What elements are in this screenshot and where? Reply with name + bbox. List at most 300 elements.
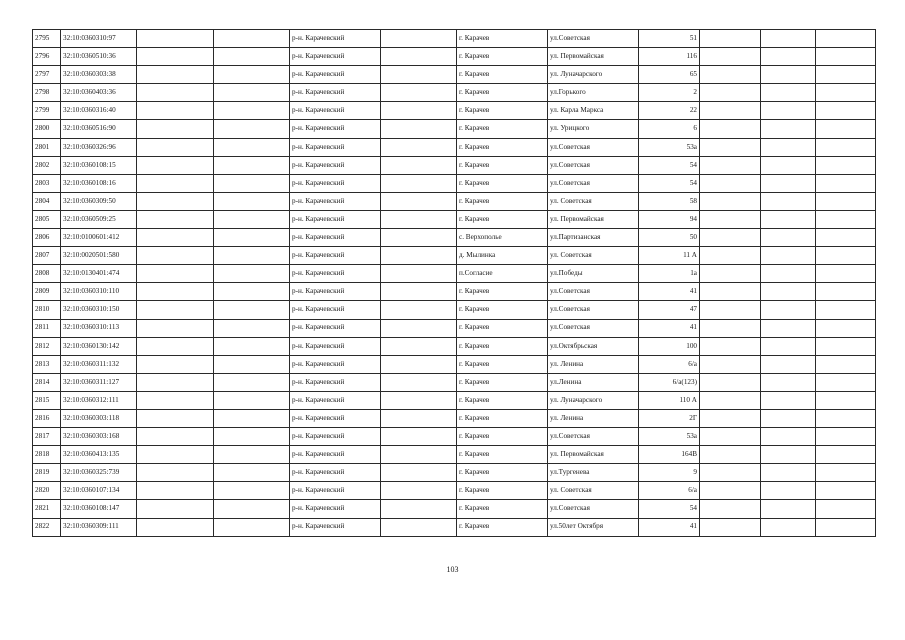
district-cell: р-н. Карачевский <box>290 301 381 319</box>
empty-cell <box>816 301 876 319</box>
empty-cell <box>137 319 214 337</box>
empty-cell <box>214 446 290 464</box>
empty-cell <box>214 301 290 319</box>
empty-cell <box>381 319 457 337</box>
empty-cell <box>137 337 214 355</box>
empty-cell <box>137 464 214 482</box>
empty-cell <box>700 30 761 48</box>
empty-cell <box>381 30 457 48</box>
locality-cell: г. Карачев <box>457 500 548 518</box>
house-number-cell: 2 <box>639 84 700 102</box>
empty-cell <box>137 30 214 48</box>
empty-cell <box>816 120 876 138</box>
empty-cell <box>137 500 214 518</box>
empty-cell <box>816 518 876 536</box>
district-cell: р-н. Карачевский <box>290 247 381 265</box>
empty-cell <box>214 391 290 409</box>
cadastral-number-cell: 32:10:0360311:127 <box>61 373 137 391</box>
record-number-cell: 2799 <box>33 102 61 120</box>
empty-cell <box>137 247 214 265</box>
empty-cell <box>214 120 290 138</box>
empty-cell <box>137 409 214 427</box>
empty-cell <box>761 337 816 355</box>
empty-cell <box>761 283 816 301</box>
street-cell: ул.Советская <box>548 301 639 319</box>
empty-cell <box>761 247 816 265</box>
table-row <box>33 355 876 373</box>
empty-cell <box>761 66 816 84</box>
table-row <box>33 319 876 337</box>
empty-cell <box>700 337 761 355</box>
locality-cell: г. Карачев <box>457 84 548 102</box>
district-cell: р-н. Карачевский <box>290 482 381 500</box>
record-number-cell: 2814 <box>33 373 61 391</box>
cadastral-number-cell: 32:10:0360403:36 <box>61 84 137 102</box>
cadastral-number-cell: 32:10:0360310:110 <box>61 283 137 301</box>
empty-cell <box>761 48 816 66</box>
cadastral-number-cell: 32:10:0360108:147 <box>61 500 137 518</box>
table-row <box>33 464 876 482</box>
record-number-cell: 2801 <box>33 138 61 156</box>
cadastral-number-cell: 32:10:0360312:111 <box>61 391 137 409</box>
empty-cell <box>214 409 290 427</box>
empty-cell <box>816 446 876 464</box>
table-row <box>33 247 876 265</box>
house-number-cell: 54 <box>639 500 700 518</box>
record-number-cell: 2818 <box>33 446 61 464</box>
street-cell: ул. Советская <box>548 192 639 210</box>
empty-cell <box>137 66 214 84</box>
locality-cell: г. Карачев <box>457 337 548 355</box>
empty-cell <box>700 373 761 391</box>
cadastral-number-cell: 32:10:0360107:134 <box>61 482 137 500</box>
empty-cell <box>137 138 214 156</box>
record-number-cell: 2805 <box>33 210 61 228</box>
empty-cell <box>214 482 290 500</box>
empty-cell <box>381 446 457 464</box>
page-number: 103 <box>446 565 459 574</box>
empty-cell <box>761 319 816 337</box>
record-number-cell: 2806 <box>33 229 61 247</box>
house-number-cell: 41 <box>639 319 700 337</box>
empty-cell <box>137 428 214 446</box>
cadastral-number-cell: 32:10:0360516:90 <box>61 120 137 138</box>
empty-cell <box>381 120 457 138</box>
table-row <box>33 301 876 319</box>
locality-cell: г. Карачев <box>457 174 548 192</box>
empty-cell <box>137 482 214 500</box>
district-cell: р-н. Карачевский <box>290 446 381 464</box>
empty-cell <box>816 138 876 156</box>
district-cell: р-н. Карачевский <box>290 391 381 409</box>
house-number-cell: 94 <box>639 210 700 228</box>
empty-cell <box>700 265 761 283</box>
empty-cell <box>761 138 816 156</box>
district-cell: р-н. Карачевский <box>290 66 381 84</box>
street-cell: ул.Советская <box>548 30 639 48</box>
empty-cell <box>137 210 214 228</box>
street-cell: ул. Советская <box>548 482 639 500</box>
empty-cell <box>381 464 457 482</box>
locality-cell: г. Карачев <box>457 518 548 536</box>
record-number-cell: 2812 <box>33 337 61 355</box>
street-cell: ул. Первомайская <box>548 48 639 66</box>
empty-cell <box>381 301 457 319</box>
locality-cell: г. Карачев <box>457 102 548 120</box>
empty-cell <box>816 464 876 482</box>
empty-cell <box>700 500 761 518</box>
locality-cell: г. Карачев <box>457 192 548 210</box>
cadastral-number-cell: 32:10:0360310:97 <box>61 30 137 48</box>
cadastral-number-cell: 32:10:0360303:168 <box>61 428 137 446</box>
empty-cell <box>816 102 876 120</box>
street-cell: ул.Ленина <box>548 373 639 391</box>
empty-cell <box>137 446 214 464</box>
locality-cell: г. Карачев <box>457 156 548 174</box>
district-cell: р-н. Карачевский <box>290 156 381 174</box>
empty-cell <box>761 174 816 192</box>
district-cell: р-н. Карачевский <box>290 210 381 228</box>
record-number-cell: 2819 <box>33 464 61 482</box>
empty-cell <box>137 84 214 102</box>
empty-cell <box>214 500 290 518</box>
record-number-cell: 2817 <box>33 428 61 446</box>
empty-cell <box>816 409 876 427</box>
empty-cell <box>381 428 457 446</box>
empty-cell <box>214 229 290 247</box>
cadastral-number-cell: 32:10:0360413:135 <box>61 446 137 464</box>
record-number-cell: 2810 <box>33 301 61 319</box>
empty-cell <box>214 174 290 192</box>
street-cell: ул.Партизанская <box>548 229 639 247</box>
empty-cell <box>700 192 761 210</box>
empty-cell <box>137 192 214 210</box>
locality-cell: г. Карачев <box>457 319 548 337</box>
locality-cell: г. Карачев <box>457 30 548 48</box>
empty-cell <box>214 138 290 156</box>
empty-cell <box>700 464 761 482</box>
locality-cell: п.Согласие <box>457 265 548 283</box>
table-row <box>33 102 876 120</box>
house-number-cell: 100 <box>639 337 700 355</box>
cadastral-number-cell: 32:10:0360303:38 <box>61 66 137 84</box>
empty-cell <box>761 301 816 319</box>
empty-cell <box>700 355 761 373</box>
table-row <box>33 210 876 228</box>
empty-cell <box>700 48 761 66</box>
street-cell: ул.Советская <box>548 138 639 156</box>
empty-cell <box>761 192 816 210</box>
empty-cell <box>761 210 816 228</box>
empty-cell <box>761 391 816 409</box>
empty-cell <box>700 210 761 228</box>
empty-cell <box>700 247 761 265</box>
street-cell: ул. Ленина <box>548 409 639 427</box>
empty-cell <box>761 102 816 120</box>
empty-cell <box>381 518 457 536</box>
record-number-cell: 2798 <box>33 84 61 102</box>
empty-cell <box>761 156 816 174</box>
empty-cell <box>381 247 457 265</box>
empty-cell <box>137 373 214 391</box>
house-number-cell: 41 <box>639 283 700 301</box>
empty-cell <box>381 337 457 355</box>
empty-cell <box>381 265 457 283</box>
locality-cell: г. Карачев <box>457 283 548 301</box>
empty-cell <box>381 192 457 210</box>
house-number-cell: 6/а <box>639 355 700 373</box>
table-row <box>33 66 876 84</box>
table-row <box>33 409 876 427</box>
empty-cell <box>816 210 876 228</box>
district-cell: р-н. Карачевский <box>290 337 381 355</box>
empty-cell <box>137 102 214 120</box>
street-cell: ул.Горького <box>548 84 639 102</box>
house-number-cell: 54 <box>639 156 700 174</box>
cadastral-number-cell: 32:10:0360316:40 <box>61 102 137 120</box>
table-row <box>33 120 876 138</box>
empty-cell <box>700 409 761 427</box>
locality-cell: г. Карачев <box>457 464 548 482</box>
cadastral-number-cell: 32:10:0360325:739 <box>61 464 137 482</box>
house-number-cell: 53а <box>639 428 700 446</box>
empty-cell <box>761 355 816 373</box>
house-number-cell: 22 <box>639 102 700 120</box>
locality-cell: с. Верхополье <box>457 229 548 247</box>
locality-cell: г. Карачев <box>457 355 548 373</box>
empty-cell <box>137 283 214 301</box>
empty-cell <box>381 283 457 301</box>
house-number-cell: 50 <box>639 229 700 247</box>
record-number-cell: 2816 <box>33 409 61 427</box>
street-cell: ул.Октябрьская <box>548 337 639 355</box>
street-cell: ул. Ленина <box>548 355 639 373</box>
empty-cell <box>816 337 876 355</box>
record-number-cell: 2796 <box>33 48 61 66</box>
empty-cell <box>381 210 457 228</box>
empty-cell <box>761 518 816 536</box>
district-cell: р-н. Карачевский <box>290 283 381 301</box>
empty-cell <box>761 482 816 500</box>
cadastral-number-cell: 32:10:0100601:412 <box>61 229 137 247</box>
empty-cell <box>761 446 816 464</box>
district-cell: р-н. Карачевский <box>290 102 381 120</box>
empty-cell <box>214 156 290 174</box>
table-row <box>33 446 876 464</box>
street-cell: ул.Советская <box>548 319 639 337</box>
empty-cell <box>816 247 876 265</box>
table-row <box>33 265 876 283</box>
locality-cell: г. Карачев <box>457 428 548 446</box>
record-number-cell: 2795 <box>33 30 61 48</box>
cadastral-number-cell: 32:10:0360509:25 <box>61 210 137 228</box>
cadastral-number-cell: 32:10:0020501:580 <box>61 247 137 265</box>
street-cell: ул.Советская <box>548 156 639 174</box>
district-cell: р-н. Карачевский <box>290 192 381 210</box>
district-cell: р-н. Карачевский <box>290 174 381 192</box>
empty-cell <box>761 30 816 48</box>
empty-cell <box>214 373 290 391</box>
district-cell: р-н. Карачевский <box>290 464 381 482</box>
table-row <box>33 192 876 210</box>
locality-cell: г. Карачев <box>457 482 548 500</box>
cadastral-number-cell: 32:10:0360108:15 <box>61 156 137 174</box>
empty-cell <box>761 265 816 283</box>
district-cell: р-н. Карачевский <box>290 265 381 283</box>
empty-cell <box>137 355 214 373</box>
table-row <box>33 337 876 355</box>
empty-cell <box>137 265 214 283</box>
locality-cell: г. Карачев <box>457 120 548 138</box>
district-cell: р-н. Карачевский <box>290 373 381 391</box>
empty-cell <box>700 482 761 500</box>
empty-cell <box>381 355 457 373</box>
empty-cell <box>761 120 816 138</box>
locality-cell: г. Карачев <box>457 66 548 84</box>
district-cell: р-н. Карачевский <box>290 409 381 427</box>
district-cell: р-н. Карачевский <box>290 319 381 337</box>
record-number-cell: 2802 <box>33 156 61 174</box>
empty-cell <box>700 319 761 337</box>
table-row <box>33 138 876 156</box>
empty-cell <box>381 500 457 518</box>
empty-cell <box>214 319 290 337</box>
locality-cell: д. Мылинка <box>457 247 548 265</box>
table-row <box>33 229 876 247</box>
house-number-cell: 110 А <box>639 391 700 409</box>
district-cell: р-н. Карачевский <box>290 84 381 102</box>
street-cell: ул. Советская <box>548 247 639 265</box>
empty-cell <box>381 482 457 500</box>
house-number-cell: 6/а <box>639 482 700 500</box>
empty-cell <box>761 373 816 391</box>
registry-body <box>33 30 876 537</box>
record-number-cell: 2822 <box>33 518 61 536</box>
cadastral-number-cell: 32:10:0360310:150 <box>61 301 137 319</box>
empty-cell <box>700 84 761 102</box>
table-row <box>33 30 876 48</box>
empty-cell <box>214 30 290 48</box>
registry-table <box>32 29 876 537</box>
empty-cell <box>700 428 761 446</box>
street-cell: ул. Карла Маркса <box>548 102 639 120</box>
cadastral-number-cell: 32:10:0360326:96 <box>61 138 137 156</box>
table-row <box>33 283 876 301</box>
district-cell: р-н. Карачевский <box>290 120 381 138</box>
cadastral-number-cell: 32:10:0360309:111 <box>61 518 137 536</box>
house-number-cell: 116 <box>639 48 700 66</box>
empty-cell <box>214 192 290 210</box>
empty-cell <box>137 229 214 247</box>
cadastral-number-cell: 32:10:0360311:132 <box>61 355 137 373</box>
district-cell: р-н. Карачевский <box>290 518 381 536</box>
table-row <box>33 174 876 192</box>
record-number-cell: 2815 <box>33 391 61 409</box>
record-number-cell: 2803 <box>33 174 61 192</box>
cadastral-number-cell: 32:10:0360303:118 <box>61 409 137 427</box>
locality-cell: г. Карачев <box>457 409 548 427</box>
cadastral-number-cell: 32:10:0360309:50 <box>61 192 137 210</box>
record-number-cell: 2809 <box>33 283 61 301</box>
street-cell: ул.Советская <box>548 428 639 446</box>
empty-cell <box>816 482 876 500</box>
house-number-cell: 6/а(123) <box>639 373 700 391</box>
street-cell: ул.50лет Октября <box>548 518 639 536</box>
house-number-cell: 58 <box>639 192 700 210</box>
empty-cell <box>761 229 816 247</box>
locality-cell: г. Карачев <box>457 373 548 391</box>
table-row <box>33 84 876 102</box>
empty-cell <box>137 518 214 536</box>
empty-cell <box>816 428 876 446</box>
empty-cell <box>381 138 457 156</box>
empty-cell <box>700 518 761 536</box>
empty-cell <box>816 30 876 48</box>
record-number-cell: 2820 <box>33 482 61 500</box>
empty-cell <box>214 337 290 355</box>
street-cell: ул.Победы <box>548 265 639 283</box>
empty-cell <box>700 66 761 84</box>
house-number-cell: 53а <box>639 138 700 156</box>
cadastral-number-cell: 32:10:0360510:36 <box>61 48 137 66</box>
empty-cell <box>700 102 761 120</box>
empty-cell <box>214 102 290 120</box>
street-cell: ул. Первомайская <box>548 210 639 228</box>
empty-cell <box>381 373 457 391</box>
empty-cell <box>214 210 290 228</box>
district-cell: р-н. Карачевский <box>290 138 381 156</box>
record-number-cell: 2808 <box>33 265 61 283</box>
empty-cell <box>137 301 214 319</box>
district-cell: р-н. Карачевский <box>290 229 381 247</box>
empty-cell <box>816 283 876 301</box>
empty-cell <box>700 446 761 464</box>
street-cell: ул.Советская <box>548 500 639 518</box>
district-cell: р-н. Карачевский <box>290 30 381 48</box>
empty-cell <box>761 464 816 482</box>
empty-cell <box>381 409 457 427</box>
house-number-cell: 2Г <box>639 409 700 427</box>
empty-cell <box>700 301 761 319</box>
house-number-cell: 11 А <box>639 247 700 265</box>
empty-cell <box>816 192 876 210</box>
house-number-cell: 51 <box>639 30 700 48</box>
empty-cell <box>761 428 816 446</box>
record-number-cell: 2821 <box>33 500 61 518</box>
empty-cell <box>816 174 876 192</box>
empty-cell <box>137 156 214 174</box>
empty-cell <box>137 120 214 138</box>
empty-cell <box>816 319 876 337</box>
house-number-cell: 47 <box>639 301 700 319</box>
empty-cell <box>816 84 876 102</box>
empty-cell <box>381 174 457 192</box>
empty-cell <box>214 428 290 446</box>
locality-cell: г. Карачев <box>457 301 548 319</box>
empty-cell <box>816 66 876 84</box>
empty-cell <box>700 283 761 301</box>
empty-cell <box>214 66 290 84</box>
empty-cell <box>214 247 290 265</box>
empty-cell <box>700 156 761 174</box>
locality-cell: г. Карачев <box>457 48 548 66</box>
empty-cell <box>816 373 876 391</box>
empty-cell <box>816 500 876 518</box>
empty-cell <box>381 391 457 409</box>
cadastral-number-cell: 32:10:0360130:142 <box>61 337 137 355</box>
table-row <box>33 482 876 500</box>
empty-cell <box>816 156 876 174</box>
